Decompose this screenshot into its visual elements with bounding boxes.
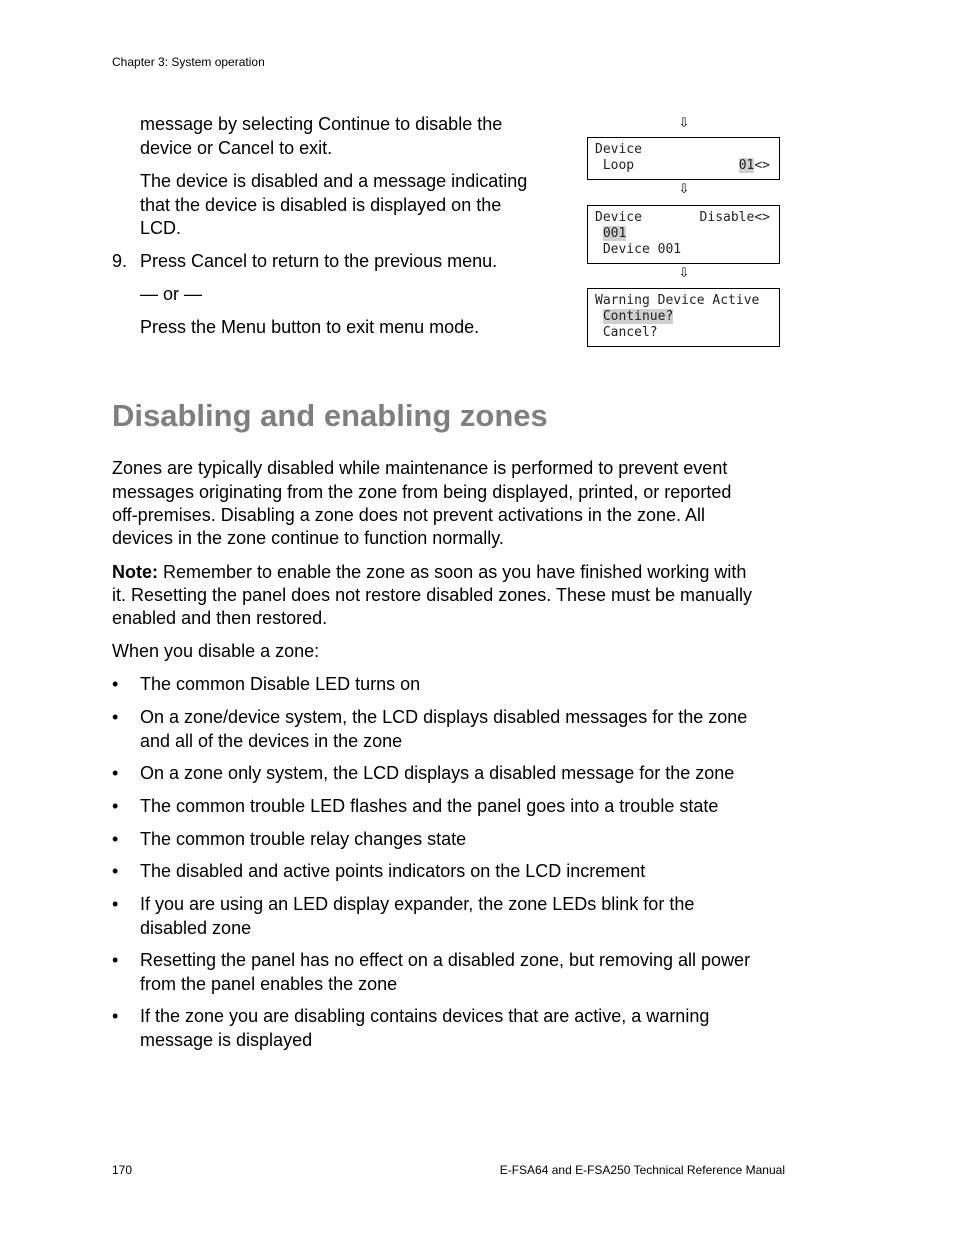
step-number: 9. [112,251,128,271]
bullet-marker: • [112,950,119,970]
lcd-line [595,309,779,325]
para-line: LCD. [140,218,182,238]
lcd-value-group [739,158,770,174]
or-separator: — or — [140,284,203,304]
menu-instruction: Press the Menu button to exit menu mode. [140,317,480,337]
down-arrow-icon: ⇩ [678,116,690,131]
note-line: it. Resetting the panel does not restore disabled zones. These must be manually [112,585,753,605]
list-item-line: Resetting the panel has no effect on a disabled zone, but removing all power [140,950,751,970]
step-text: Press Cancel to return to the previous menu. [140,251,498,271]
page-number: 170 [112,1163,133,1177]
list-item [140,706,785,753]
bullet-marker: • [112,829,119,849]
list-intro: When you disable a zone: [112,641,320,661]
bullet-marker: • [112,894,119,914]
bullet-marker: • [112,796,119,816]
section-heading: Disabling and enabling zones [112,398,548,433]
lcd-text: Loop [595,158,635,173]
intro-line: devices in the zone continue to function normally. [112,528,504,548]
lcd-line [595,158,779,174]
list-item-line: disabled zone [140,917,252,938]
note-text: Remember to enable the zone as soon as you have finished working with [158,562,747,582]
para-line: device or Cancel to exit. [140,138,333,158]
lcd-line [595,226,779,242]
lcd-line: Cancel? [595,325,658,340]
lcd-screen-device-disable [587,205,780,264]
list-item [140,860,785,884]
note-line: enabled and then restored. [112,608,328,628]
list-item-line: from the panel enables the zone [140,973,398,994]
list-item-line: If the zone you are disabling contains devices that are active, a warning [140,1006,710,1026]
para-line: The device is disabled and a message indicating [140,171,528,191]
lcd-text: Disable<> [699,210,770,225]
list-item [140,828,785,852]
list-item [140,673,785,697]
list-item-line: message is displayed [140,1029,313,1050]
bullet-marker: • [112,674,119,694]
list-item [140,949,785,996]
lcd-screen-device-loop [587,137,780,180]
list-item-line: The common trouble LED flashes and the panel goes into a trouble state [140,796,719,816]
list-item-line: On a zone/device system, the LCD displays disabled messages for the zone [140,707,748,727]
bullet-marker: • [112,861,119,881]
bullet-marker: • [112,707,119,727]
lcd-line: Warning Device Active [595,293,760,308]
lcd-text: <> [754,158,770,173]
lcd-line: Device [595,142,642,157]
list-item-line: On a zone only system, the LCD displays a disabled message for the zone [140,763,735,783]
bullet-marker: • [112,763,119,783]
note-label: Note: [112,562,158,582]
lcd-line [595,210,779,226]
lcd-text: Device [595,210,642,225]
manual-title: E-FSA64 and E-FSA250 Technical Reference Manual [499,1163,785,1177]
list-item [140,893,785,940]
down-arrow-icon: ⇩ [678,266,690,281]
para-line: that the device is disabled is displayed on the [140,195,502,215]
lcd-highlight: Continue? [602,309,674,324]
bullet-marker: • [112,1006,119,1026]
running-header: Chapter 3: System operation [112,55,265,69]
list-item-line: The common Disable LED turns on [140,674,421,694]
lcd-highlight: 01 [738,158,755,173]
lcd-screen-warning [587,288,780,347]
lcd-highlight: 001 [602,226,627,241]
list-item [140,1005,785,1052]
intro-line: messages originating from the zone from being displayed, printed, or reported [112,482,732,502]
down-arrow-icon: ⇩ [678,182,690,197]
note-line [112,561,746,585]
list-item-line: If you are using an LED display expander, the zone LEDs blink for the [140,894,695,914]
list-item-line: The common trouble relay changes state [140,829,467,849]
para-line: message by selecting Continue to disable the [140,114,503,134]
list-item-line: and all of the devices in the zone [140,730,403,751]
list-item-line: The disabled and active points indicators on the LCD increment [140,861,646,881]
intro-line: off-premises. Disabling a zone does not prevent activations in the zone. All [112,505,706,525]
intro-line: Zones are typically disabled while maintenance is performed to prevent event [112,458,728,478]
list-item [140,762,785,786]
list-item [140,795,785,819]
lcd-line: Device 001 [595,242,682,257]
